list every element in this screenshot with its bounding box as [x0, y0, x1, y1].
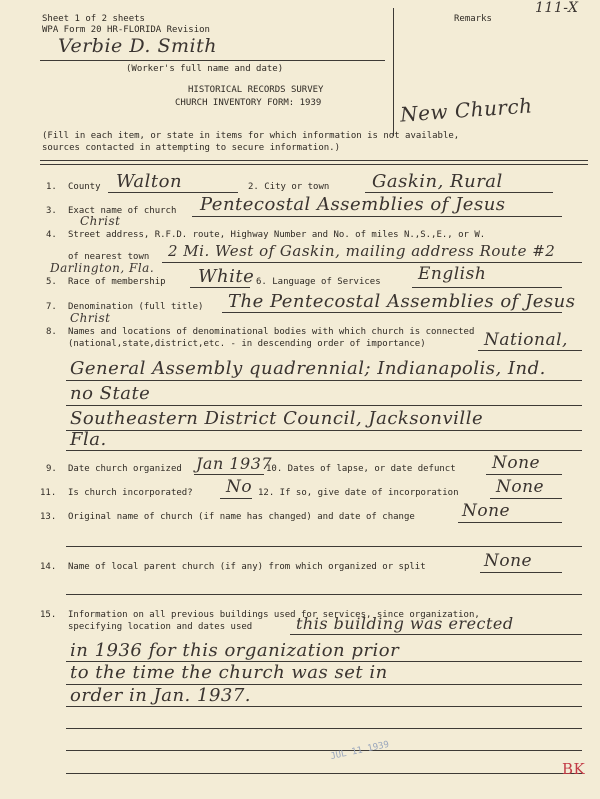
worker-signature: Verbie D. Smith — [58, 35, 217, 57]
remarks-note: New Church — [399, 93, 534, 127]
item-3-label: Exact name of church — [68, 206, 177, 216]
item-12-label: 12. If so, give date of incorporation — [258, 488, 459, 498]
item-4-line — [162, 262, 582, 263]
item-3-number: 3. — [46, 206, 57, 216]
item-8-line-4-text: Fla. — [70, 429, 107, 450]
item-8-label-1: Names and locations of denominational bodies with which church is connected — [68, 327, 475, 337]
item-8-value: National, — [484, 330, 568, 350]
survey-title: HISTORICAL RECORDS SURVEY — [188, 85, 324, 95]
item-1-number: 1. — [46, 182, 57, 192]
item-14-extra-line — [66, 594, 582, 595]
item-8-line-3-text: Southeastern District Council, Jacksonville — [70, 408, 484, 429]
item-12-line — [490, 498, 562, 499]
item-15-label-2: specifying location and dates used — [68, 622, 253, 632]
instructions-line2: sources contacted in attempting to secure information.) — [42, 143, 341, 153]
item-4-continued: Darlington, Fla. — [50, 261, 155, 275]
form-title: CHURCH INVENTORY FORM: 1939 — [175, 98, 322, 108]
item-11-label: Is church incorporated? — [68, 488, 193, 498]
item-7-line — [222, 312, 562, 313]
item-11-line — [220, 498, 252, 499]
item-2-label: 2. City or town — [248, 182, 330, 192]
item-15-label-1: Information on all previous buildings used for services, since organization, — [68, 610, 480, 620]
item-3-continued: Christ — [80, 214, 121, 228]
item-7-number: 7. — [46, 302, 57, 312]
item-9-line — [194, 474, 264, 475]
item-15-line-0 — [290, 634, 582, 635]
item-10-line — [486, 474, 562, 475]
initials-mark: BK — [562, 760, 586, 778]
item-6-line — [412, 287, 562, 288]
item-14-label: Name of local parent church (if any) from which organized or split — [68, 562, 426, 572]
item-6-value: English — [418, 264, 487, 284]
item-14-value: None — [484, 551, 533, 571]
item-9-label: Date church organized — [68, 464, 182, 474]
item-12-value: None — [496, 477, 545, 497]
item-4-number: 4. — [46, 230, 57, 240]
item-2-line — [365, 192, 553, 193]
item-15-line-3 — [66, 706, 582, 707]
item-5-label: Race of membership — [68, 277, 166, 287]
corner-mark: 111-X — [535, 0, 579, 16]
item-11-value: No — [226, 477, 253, 497]
item-15-line-2-text: to the time the church was set in — [70, 662, 388, 683]
item-10-label: 10. Dates of lapse, or date defunct — [266, 464, 456, 474]
item-4-label-2: of nearest town — [68, 252, 150, 262]
item-15-line-1-text: in 1936 for this organization prior — [70, 640, 400, 661]
item-9-value: Jan 1937 — [196, 454, 273, 473]
item-13-extra-line — [66, 546, 582, 547]
item-5-value: White — [198, 266, 255, 287]
item-10-value: None — [492, 453, 541, 473]
item-1-value: Walton — [116, 171, 183, 192]
remarks-divider — [393, 8, 394, 136]
item-13-line — [458, 522, 562, 523]
received-stamp: JUL 11 1939 — [329, 739, 390, 763]
item-14-line — [480, 572, 562, 573]
item-8-label-2: (national,state,district,etc. - in descending order of importance) — [68, 339, 426, 349]
item-4-label-1: Street address, R.F.D. route, Highway Number and No. of miles N.,S.,E., or W. — [68, 230, 486, 240]
item-9-number: 9. — [46, 464, 57, 474]
item-15-line-4 — [66, 728, 582, 729]
item-13-value: None — [462, 501, 511, 521]
item-1-label: County — [68, 182, 101, 192]
item-5-number: 5. — [46, 277, 57, 287]
item-8-line-2-text: no State — [70, 383, 151, 404]
item-11-number: 11. — [40, 488, 57, 498]
item-15-number: 15. — [40, 610, 57, 620]
item-13-label: Original name of church (if name has changed) and date of change — [68, 512, 415, 522]
remarks-label: Remarks — [454, 14, 492, 24]
item-8-line-3 — [66, 430, 582, 431]
item-14-number: 14. — [40, 562, 57, 572]
item-7-label: Denomination (full title) — [68, 302, 204, 312]
item-13-number: 13. — [40, 512, 57, 522]
item-3-line — [192, 216, 562, 217]
item-1-line — [108, 192, 238, 193]
item-8-line-0 — [478, 350, 582, 351]
item-3-value: Pentecostal Assemblies of Jesus — [200, 194, 506, 215]
item-5-line — [190, 287, 250, 288]
item-8-line-2 — [66, 405, 582, 406]
divider-top-1 — [40, 160, 588, 161]
divider-top-2 — [40, 164, 588, 165]
form-number: WPA Form 20 HR-FLORIDA Revision — [42, 25, 210, 35]
item-7-value: The Pentecostal Assemblies of Jesus — [228, 291, 576, 312]
item-15-line-6 — [66, 773, 582, 774]
worker-caption: (Worker's full name and date) — [126, 64, 284, 74]
item-8-number: 8. — [46, 327, 57, 337]
item-6-label: 6. Language of Services — [256, 277, 381, 287]
item-15-value: this building was erected — [296, 614, 514, 633]
item-15-line-5 — [66, 750, 582, 751]
item-8-line-4 — [66, 450, 582, 451]
item-4-value: 2 Mi. West of Gaskin, mailing address Route #2 — [168, 242, 556, 260]
item-8-line-1-text: General Assembly quadrennial; Indianapolis, Ind. — [70, 358, 546, 379]
item-8-line-1 — [66, 380, 582, 381]
worker-line — [40, 60, 385, 61]
item-7-continued: Christ — [70, 311, 111, 325]
item-15-line-3-text: order in Jan. 1937. — [70, 685, 252, 706]
sheet-count: Sheet 1 of 2 sheets — [42, 14, 145, 24]
instructions-line1: (Fill in each item, or state in items for which information is not available, — [42, 131, 460, 141]
item-2-value: Gaskin, Rural — [372, 171, 503, 192]
